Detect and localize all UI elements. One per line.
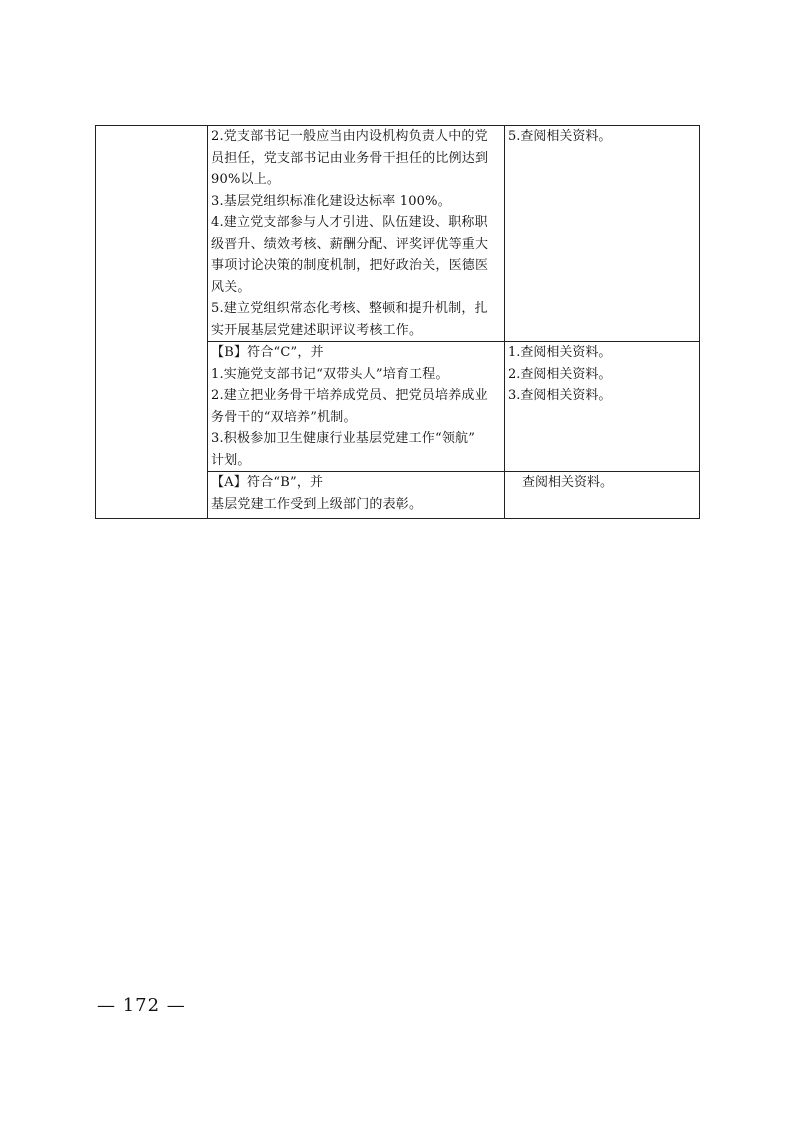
standard-text-line: 务骨干的“双培养”机制。 — [211, 409, 357, 425]
method-text-line: 3.查阅相关资料。 — [508, 388, 612, 403]
standard-text-line: 风关。 — [211, 279, 251, 295]
standard-text-line: 3.基层党组织标准化建设达标率 100%。 — [211, 193, 451, 209]
standard-text-line: 员担任，党支部书记由业务骨干担任的比例达到 — [211, 150, 489, 166]
standard-text-line: 级晋升、绩效考核、薪酬分配、评奖评优等重大 — [211, 236, 489, 252]
method-cell — [505, 472, 700, 519]
standard-text-line: 5.建立党组织常态化考核、整顿和提升机制，扎 — [211, 301, 488, 316]
standard-text-line: 90%以上。 — [211, 172, 281, 187]
method-text-line: 1.查阅相关资料。 — [508, 345, 612, 360]
standard-text-line: 1.实施党支部书记“双带头人”培育工程。 — [211, 366, 449, 382]
standard-text-line: 4.建立党支部参与人才引进、队伍建设、职称职 — [211, 215, 488, 230]
standard-cell — [208, 472, 505, 519]
category-cell — [96, 126, 208, 519]
standard-cell — [208, 126, 505, 342]
standard-text-line: 实开展基层党建述职评议考核工作。 — [211, 322, 423, 338]
standard-text-line: 计划。 — [211, 452, 251, 468]
standard-text-line: 事项讨论决策的制度机制，把好政治关，医德医 — [211, 258, 489, 273]
standard-text-line: 2.党支部书记一般应当由内设机构负责人中的党 — [211, 129, 488, 144]
grade-a-heading: 【A】符合“B”，并 — [211, 475, 324, 490]
grade-b-heading: 【B】符合“C”，并 — [211, 345, 324, 360]
evaluation-table — [95, 125, 700, 519]
method-text-line: 5.查阅相关资料。 — [508, 129, 612, 144]
method-cell — [505, 126, 700, 342]
standard-cell — [208, 342, 505, 472]
standard-text-line: 2.建立把业务骨干培养成党员、把党员培养成业 — [211, 388, 488, 403]
method-text-line: 查阅相关资料。 — [522, 475, 614, 490]
page-number: — 172 — — [97, 995, 186, 1016]
method-cell — [505, 342, 700, 472]
standard-text-line: 基层党建工作受到上级部门的表彰。 — [211, 496, 423, 512]
method-text-line: 2.查阅相关资料。 — [508, 366, 612, 382]
standard-text-line: 3.积极参加卫生健康行业基层党建工作“领航” — [211, 431, 476, 446]
table-row — [96, 126, 700, 342]
